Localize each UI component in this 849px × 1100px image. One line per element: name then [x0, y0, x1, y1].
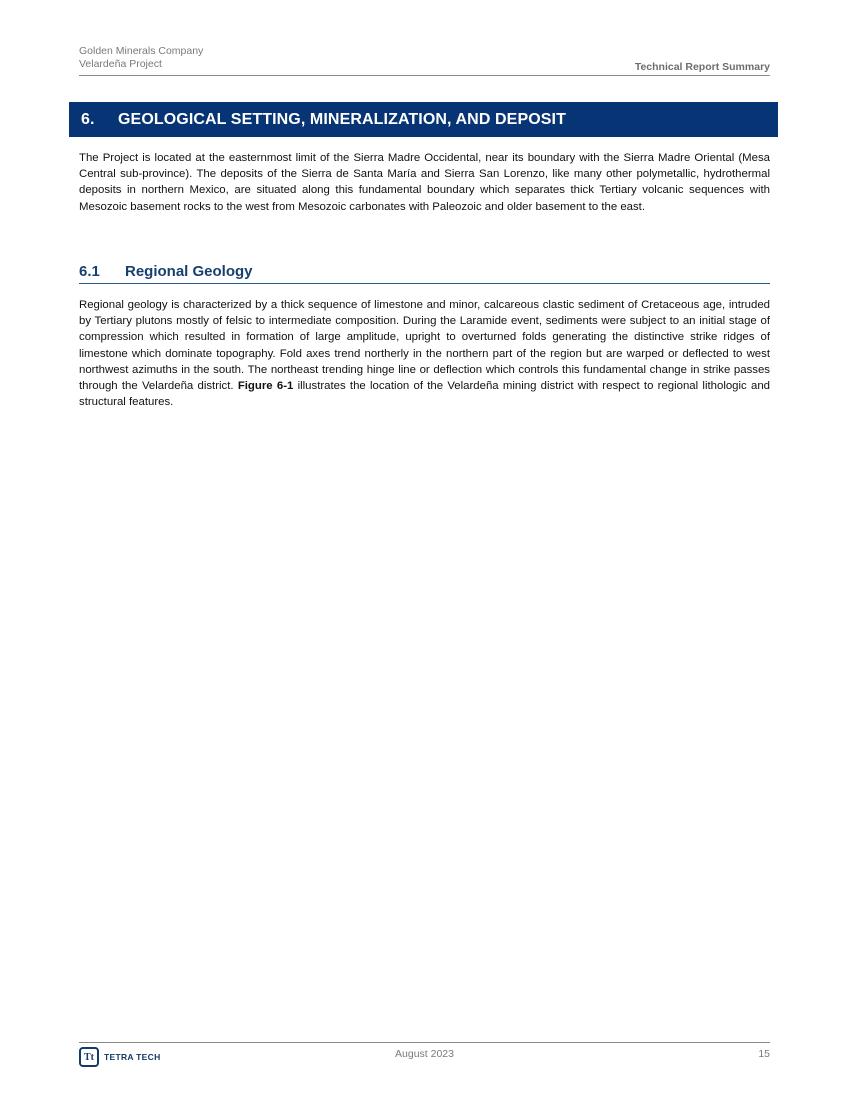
header-left-block [79, 45, 203, 71]
section-heading [69, 102, 778, 137]
footer-date: August 2023 [395, 1048, 454, 1060]
section-title: GEOLOGICAL SETTING, MINERALIZATION, AND DEPOSIT [118, 110, 566, 128]
header-report-type: Technical Report Summary [634, 61, 770, 73]
subsection-title: Regional Geology [125, 263, 253, 280]
section-intro-paragraph: The Project is located at the easternmost limit of the Sierra Madre Occidental, near its boundary with the Sierra Madre Oriental (Mesa Central sub-province). The deposits of the Sierra de Santa María and Sierra San Lorenzo, like many other polymetallic, hydrothermal deposits in northern Mexico, are situated along this fundamental boundary which separates thick Tertiary volcanic sequences with Mesozoic basement rocks to the west from Mesozoic carbonates with Paleozoic and older basement to the east. [79, 152, 770, 213]
paragraph-text-before: Regional geology is characterized by a thick sequence of limestone and minor, calcareous clastic sediment of Cretaceous age, intruded by Tertiary plutons mostly of felsic to intermediate composition. During the Laramide event, sediments were subject to an initial stage of compression which resulted in formation of large amplitude, upright to overturned folds generating the distinctive strike ridges of limestone which dominate topography. Fold axes trend northerly in the northern part of the region but are warped or deflected to west northwest azimuths in the south. The northeast trending hinge line or deflection which controls this fundamental change in strike passes through the Velardeña district. [79, 299, 770, 393]
header-project: Velardeña Project [79, 58, 162, 70]
paragraph-text-after: illustrates the location of the Velardeña mining district with respect to regional lithologic and structural features. [79, 380, 770, 409]
page-header [79, 45, 770, 76]
page-number: 15 [758, 1048, 770, 1060]
section-number: 6. [81, 110, 95, 128]
tetra-tech-logo-icon: Tt [79, 1047, 99, 1067]
subsection-heading [79, 260, 770, 284]
subsection-number: 6.1 [79, 263, 100, 280]
header-company: Golden Minerals Company [79, 45, 204, 57]
logo-text: TETRA TECH [104, 1052, 161, 1062]
regional-geology-paragraph [79, 297, 770, 410]
figure-reference-link[interactable]: Figure 6-1 [237, 380, 294, 393]
page-footer [79, 1042, 770, 1073]
